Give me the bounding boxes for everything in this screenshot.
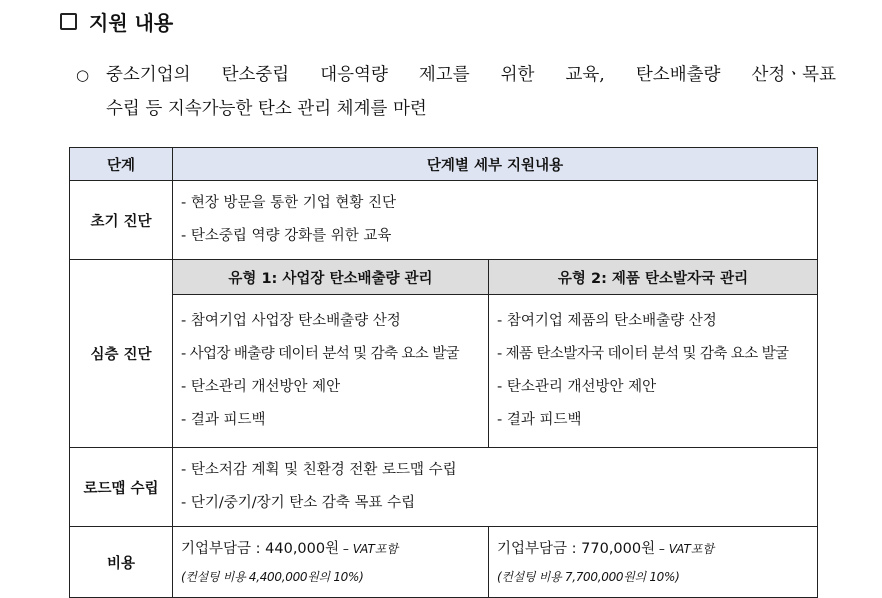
list-item: - 탄소관리 개선방안 제안 <box>497 379 657 395</box>
section-heading <box>60 7 173 35</box>
header-detail: 단계별 세부 지원내용 <box>173 148 818 181</box>
table-row-initial <box>70 181 818 260</box>
initial-details <box>173 181 818 260</box>
type2-cost-main <box>497 534 809 564</box>
table-row-deep-subheader <box>70 260 818 295</box>
table-row-deep <box>70 295 818 448</box>
table-row-cost <box>70 527 818 598</box>
summary-line-2: 수립 등 지속가능한 탄소 관리 체계를 마련 <box>106 99 427 119</box>
support-table <box>69 147 818 598</box>
table-row-roadmap <box>70 448 818 527</box>
list-item: - 탄소관리 개선방안 제안 <box>181 379 341 395</box>
type1-cost <box>173 527 489 598</box>
type1-cost-note: (컨설팅 비용 4,400,000원의 10%) <box>181 570 364 584</box>
list-item: - 결과 피드백 <box>497 412 582 428</box>
list-item: - 결과 피드백 <box>181 412 266 428</box>
type1-cost-amount: 기업부담금 : 440,000원 <box>181 541 340 557</box>
stage-roadmap-label: 로드맵 수립 <box>70 448 173 527</box>
list-item: - 참여기업 사업장 탄소배출량 산정 <box>181 313 401 329</box>
list-item: - 현장 방문을 통한 기업 현황 진단 <box>181 195 396 211</box>
type2-cost-vat: – VAT포함 <box>655 542 714 556</box>
list-item: - 단기/중기/장기 탄소 감축 목표 수립 <box>181 495 416 511</box>
stage-initial-label: 초기 진단 <box>70 181 173 260</box>
summary-bullet <box>76 58 836 126</box>
list-item: - 탄소저감 계획 및 친환경 전환 로드맵 수립 <box>181 462 457 478</box>
table-header-row <box>70 148 818 181</box>
type1-cost-main <box>181 534 480 564</box>
list-item: - 사업장 배출량 데이터 분석 및 감축 요소 발굴 <box>181 346 460 362</box>
type2-cost-amount: 기업부담금 : 770,000원 <box>497 541 656 557</box>
type1-cost-vat: – VAT포함 <box>339 542 398 556</box>
type2-title: 유형 2: 제품 탄소발자국 관리 <box>489 260 818 295</box>
type2-cost <box>489 527 818 598</box>
list-item: - 탄소중립 역량 강화를 위한 교육 <box>181 228 392 244</box>
summary-line-1: 중소기업의 탄소중립 대응역량 제고를 위한 교육, 탄소배출량 산정ㆍ목표 <box>106 65 836 85</box>
roadmap-details <box>173 448 818 527</box>
checkbox-square-icon <box>60 13 77 30</box>
type1-title: 유형 1: 사업장 탄소배출량 관리 <box>173 260 489 295</box>
section-title: 지원 내용 <box>89 10 174 35</box>
list-item: - 참여기업 제품의 탄소배출량 산정 <box>497 313 717 329</box>
type2-details <box>489 295 818 448</box>
stage-cost-label: 비용 <box>70 527 173 598</box>
header-stage: 단계 <box>70 148 173 181</box>
type1-details <box>173 295 489 448</box>
stage-deep-label: 심층 진단 <box>70 260 173 448</box>
type2-cost-note: (컨설팅 비용 7,700,000원의 10%) <box>497 570 680 584</box>
circle-bullet-icon: ○ <box>76 66 90 84</box>
list-item: - 제품 탄소발자국 데이터 분석 및 감축 요소 발굴 <box>497 346 789 362</box>
